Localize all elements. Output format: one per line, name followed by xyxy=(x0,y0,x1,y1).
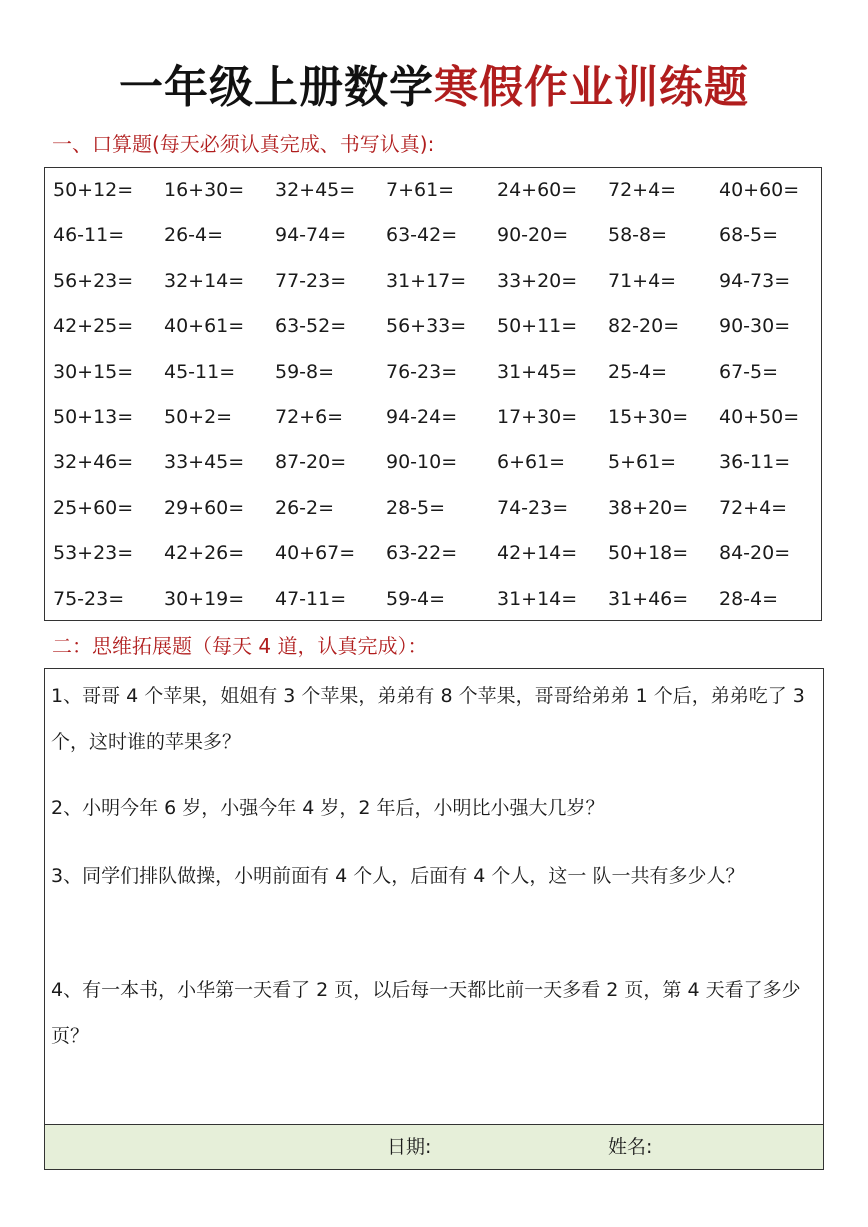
math-problem: 63-52= xyxy=(275,315,347,338)
math-problem: 53+23= xyxy=(53,542,134,565)
math-problem: 46-11= xyxy=(53,224,125,247)
math-problem: 40+61= xyxy=(164,315,245,338)
math-problem: 6+61= xyxy=(497,451,566,474)
math-problem: 50+11= xyxy=(497,315,578,338)
name-label: 姓名: xyxy=(608,1136,653,1158)
math-problem: 7+61= xyxy=(386,179,455,201)
math-problem: 71+4= xyxy=(608,269,677,292)
math-problem: 72+6= xyxy=(275,405,344,428)
math-problem: 72+4= xyxy=(719,496,788,519)
mental-math-box xyxy=(44,167,822,621)
date-label: 日期: xyxy=(387,1136,432,1158)
math-problem: 56+33= xyxy=(386,315,467,338)
math-problem: 77-23= xyxy=(275,269,347,292)
math-problem: 45-11= xyxy=(164,360,236,383)
math-problem: 63-22= xyxy=(386,542,458,565)
math-problem: 94-24= xyxy=(386,405,458,428)
math-problem: 59-4= xyxy=(386,587,446,610)
math-problem: 50+13= xyxy=(53,405,134,428)
section-2-heading: 二：思维拓展题（每天 4 道，认真完成）： xyxy=(52,634,428,658)
math-problem: 31+46= xyxy=(608,587,689,610)
math-problem: 32+46= xyxy=(53,451,134,474)
math-problem: 5+61= xyxy=(608,451,677,474)
math-problem: 68-5= xyxy=(719,224,779,247)
math-problem: 33+45= xyxy=(164,451,245,474)
math-problem: 29+60= xyxy=(164,496,245,519)
math-problem: 17+30= xyxy=(497,405,578,428)
math-problem: 32+14= xyxy=(164,269,245,292)
math-problem: 36-11= xyxy=(719,451,791,474)
math-problem: 31+14= xyxy=(497,587,578,610)
math-problem: 90-20= xyxy=(497,224,569,247)
math-problem: 87-20= xyxy=(275,451,347,474)
math-problem: 47-11= xyxy=(275,587,347,610)
math-problem: 31+17= xyxy=(386,269,467,292)
math-problem: 40+60= xyxy=(719,179,800,201)
word-problem-3: 3、同学们排队做操，小明前面有 4 个人，后面有 4 个人，这一 队一共有多少人？ xyxy=(51,865,745,887)
math-problem: 31+45= xyxy=(497,360,578,383)
word-problems-box xyxy=(44,668,824,1170)
math-problem: 67-5= xyxy=(719,360,779,383)
math-problem: 94-73= xyxy=(719,269,791,292)
math-problem: 42+14= xyxy=(497,542,578,565)
math-problem: 50+12= xyxy=(53,179,134,201)
math-problem: 90-30= xyxy=(719,315,791,338)
math-problem: 94-74= xyxy=(275,224,347,247)
word-problem-4: 4、有一本书，小华第一天看了 2 页，以后每一天都比前一天多看 2 页，第 4 天看了多少页？ xyxy=(51,979,801,1047)
math-problem: 90-10= xyxy=(386,451,458,474)
footer-bar xyxy=(45,1124,823,1169)
math-problem: 30+19= xyxy=(164,587,245,610)
math-problem: 25+60= xyxy=(53,496,134,519)
math-problem: 24+60= xyxy=(497,179,578,201)
math-problem: 50+2= xyxy=(164,405,233,428)
worksheet-title xyxy=(0,58,868,118)
mental-math-grid xyxy=(53,168,830,622)
section-1-heading: 一、口算题(每天必须认真完成、书写认真): xyxy=(52,132,435,156)
math-problem: 75-23= xyxy=(53,587,125,610)
math-problem: 59-8= xyxy=(275,360,335,383)
math-problem: 15+30= xyxy=(608,405,689,428)
math-problem: 33+20= xyxy=(497,269,578,292)
math-problem: 38+20= xyxy=(608,496,689,519)
math-problem: 72+4= xyxy=(608,179,677,201)
math-problem: 84-20= xyxy=(719,542,791,565)
math-problem: 40+50= xyxy=(719,405,800,428)
math-problem: 16+30= xyxy=(164,179,245,201)
math-problem: 63-42= xyxy=(386,224,458,247)
title-black-part: 一年级上册数学 xyxy=(119,62,434,113)
math-problem: 82-20= xyxy=(608,315,680,338)
math-problem: 26-4= xyxy=(164,224,224,247)
word-problem-2: 2、小明今年 6 岁，小强今年 4 岁，2 年后，小明比小强大几岁？ xyxy=(51,797,605,819)
math-problem: 42+26= xyxy=(164,542,245,565)
word-problem-1: 1、哥哥 4 个苹果，姐姐有 3 个苹果，弟弟有 8 个苹果，哥哥给弟弟 1 个后，弟弟吃了 3 个，这时谁的苹果多？ xyxy=(51,685,805,753)
title-red-part: 寒假作业训练题 xyxy=(434,62,749,113)
math-problem: 26-2= xyxy=(275,496,335,519)
math-problem: 74-23= xyxy=(497,496,569,519)
math-problem: 25-4= xyxy=(608,360,668,383)
math-problem: 32+45= xyxy=(275,179,356,201)
math-problem: 28-4= xyxy=(719,587,779,610)
math-problem: 50+18= xyxy=(608,542,689,565)
math-problem: 56+23= xyxy=(53,269,134,292)
math-problem: 40+67= xyxy=(275,542,356,565)
math-problem: 58-8= xyxy=(608,224,668,247)
math-problem: 76-23= xyxy=(386,360,458,383)
math-problem: 30+15= xyxy=(53,360,134,383)
math-problem: 28-5= xyxy=(386,496,446,519)
math-problem: 42+25= xyxy=(53,315,134,338)
